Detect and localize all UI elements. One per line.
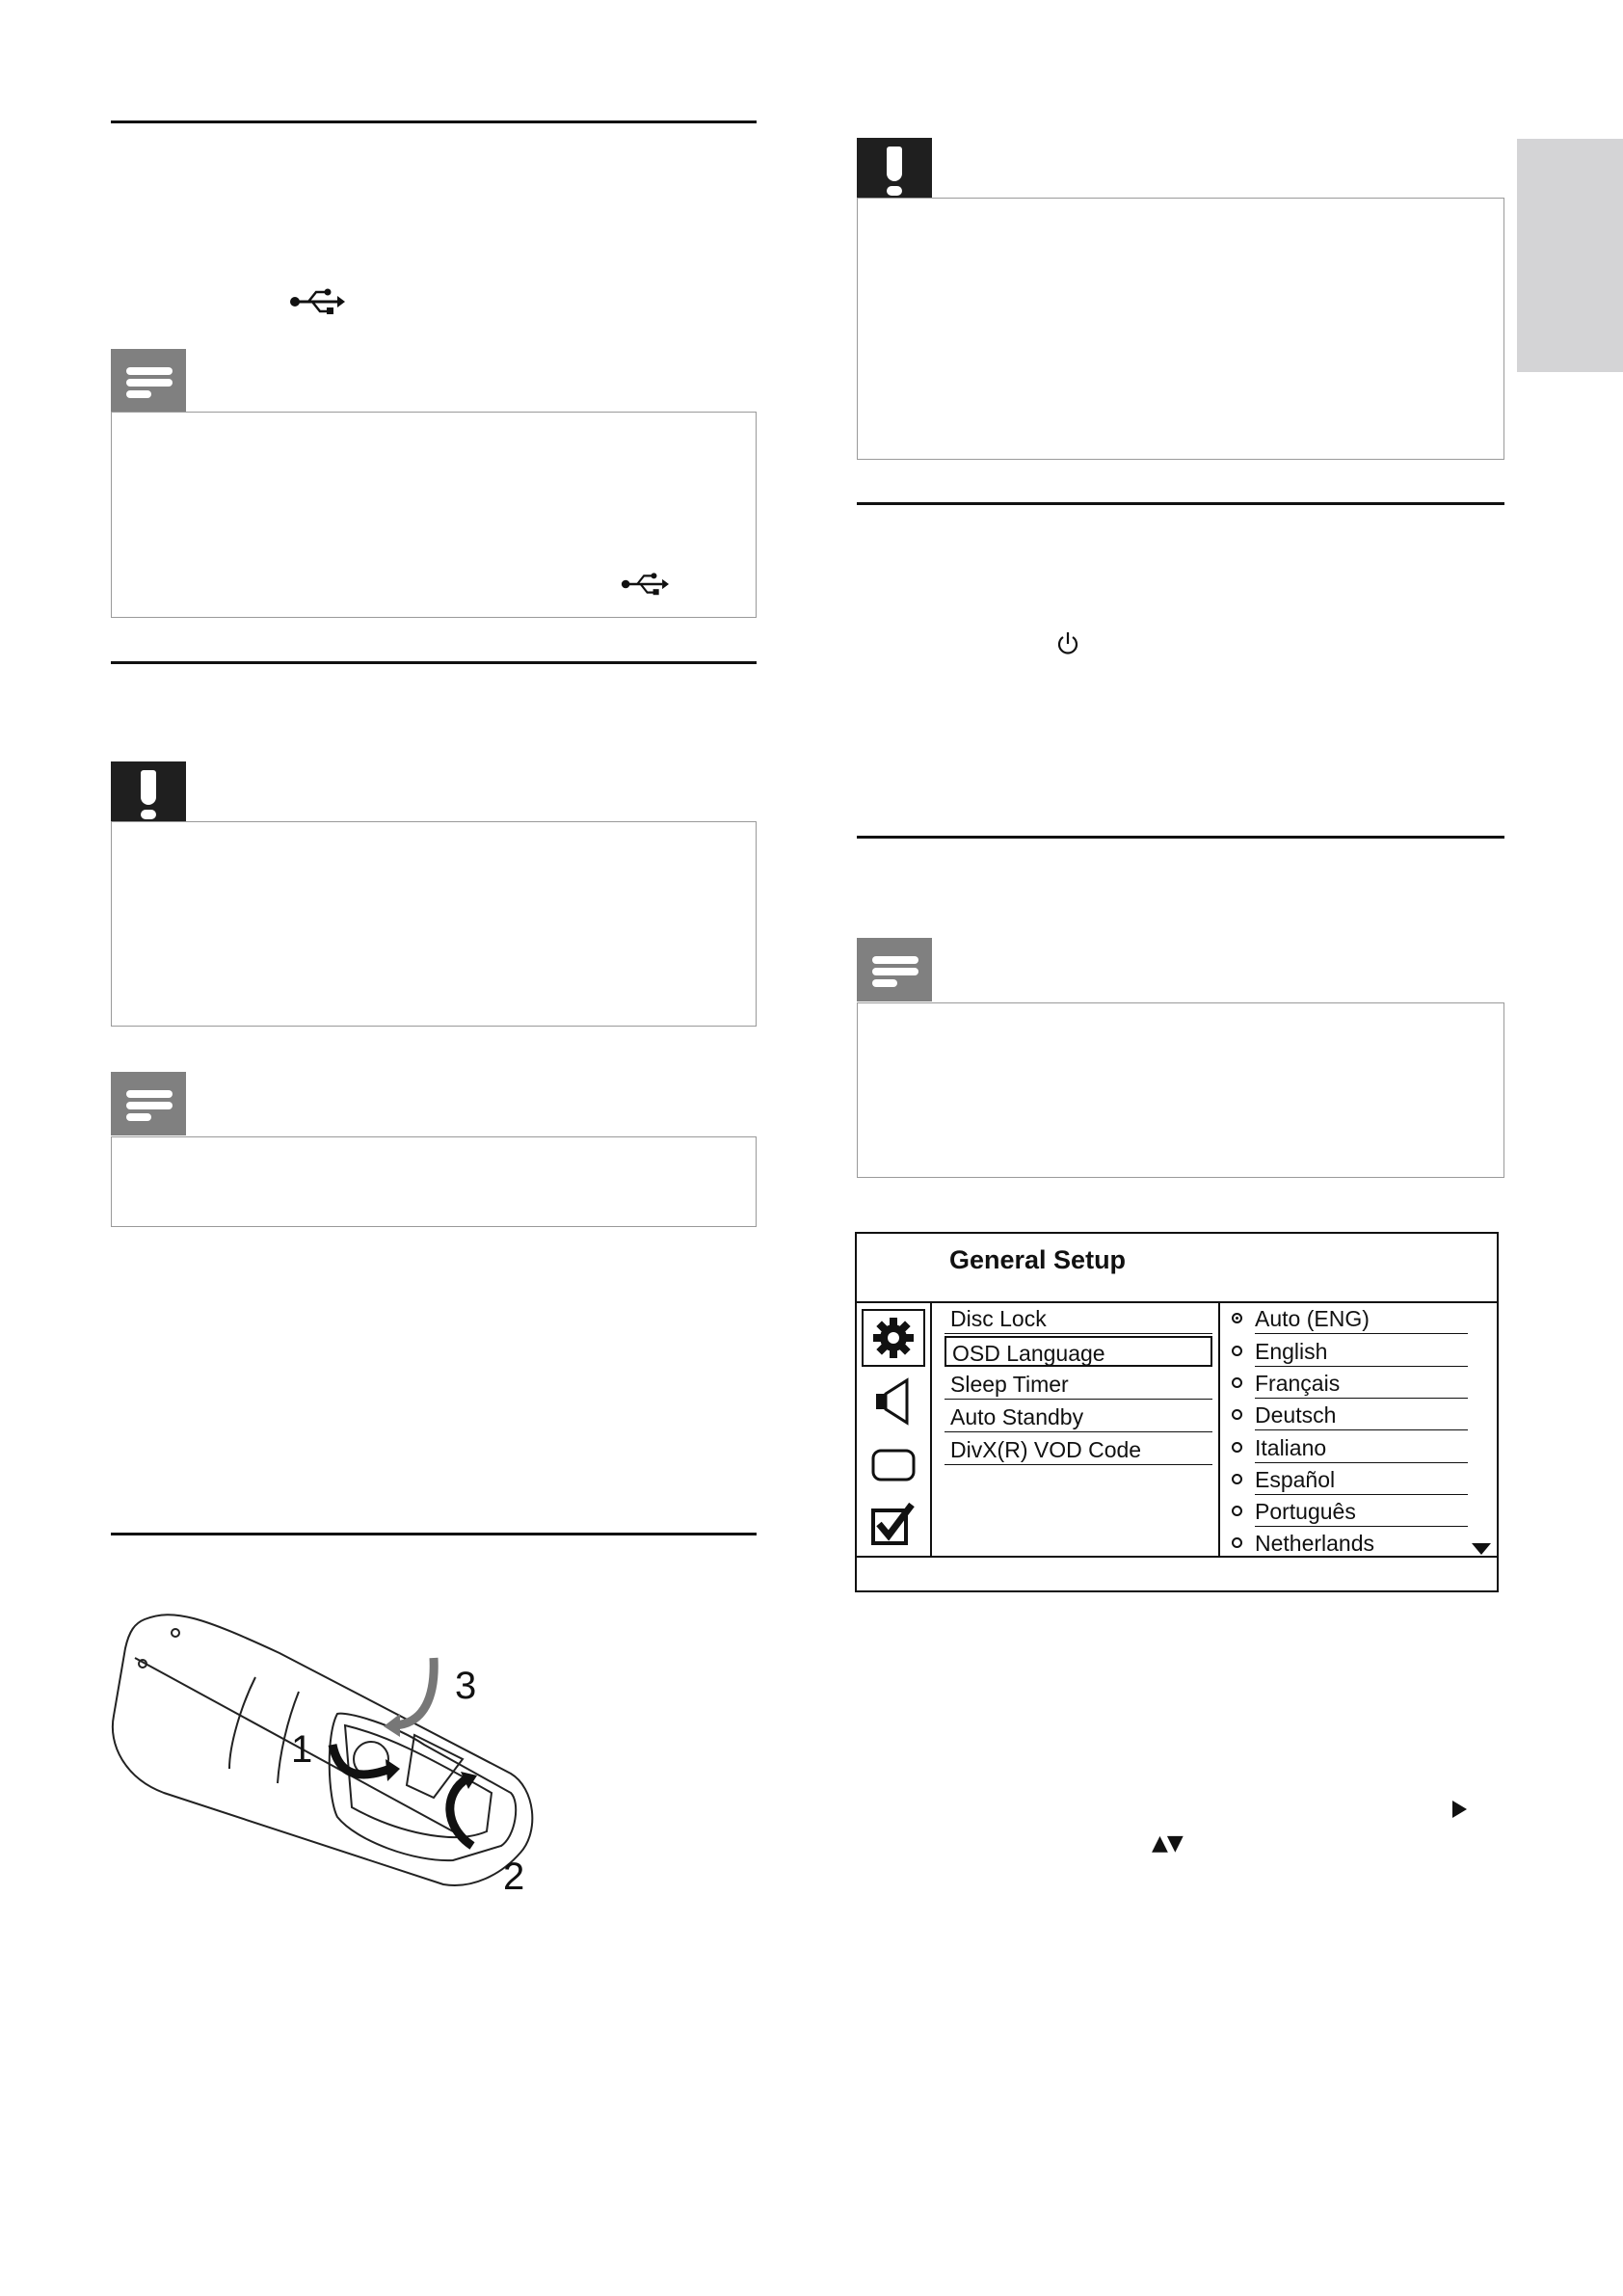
caution-tab	[857, 138, 932, 201]
usb-icon	[621, 572, 669, 597]
option-english[interactable]: English	[1232, 1336, 1468, 1367]
menu-item-divx-vod-code[interactable]: DivX(R) VOD Code	[945, 1434, 1212, 1465]
option-auto-eng[interactable]: Auto (ENG)	[1232, 1303, 1468, 1334]
general-setup-screen	[855, 1232, 1499, 1592]
step-label-3: 3	[455, 1665, 477, 1707]
osd-title: General Setup	[949, 1245, 1127, 1274]
step-label-1: 1	[291, 1728, 313, 1771]
section-rule	[857, 836, 1504, 839]
section-rule	[111, 120, 757, 123]
note-box	[857, 1002, 1504, 1178]
category-audio[interactable]	[862, 1373, 925, 1430]
option-netherlands[interactable]: Netherlands	[1232, 1528, 1468, 1559]
screen-icon	[870, 1448, 917, 1482]
side-language-tab	[1517, 139, 1623, 372]
osd-divider	[1218, 1301, 1220, 1556]
note-tab	[857, 938, 932, 1001]
play-right-icon	[1450, 1800, 1468, 1819]
option-deutsch[interactable]: Deutsch	[1232, 1400, 1468, 1430]
caution-box	[857, 198, 1504, 460]
scroll-down-icon[interactable]	[1472, 1543, 1491, 1555]
osd-divider	[930, 1301, 932, 1556]
option-francais[interactable]: Français	[1232, 1368, 1468, 1399]
section-rule	[111, 1533, 757, 1535]
power-icon	[1055, 630, 1080, 657]
menu-item-sleep-timer[interactable]: Sleep Timer	[945, 1369, 1212, 1400]
note-box	[111, 1136, 757, 1227]
category-general[interactable]	[862, 1309, 925, 1367]
caution-box	[111, 821, 757, 1027]
usb-icon	[289, 287, 345, 316]
menu-item-disc-lock[interactable]: Disc Lock	[945, 1303, 1212, 1334]
up-down-arrows-icon: ▲▼	[1152, 1831, 1183, 1855]
speaker-icon	[872, 1377, 915, 1426]
category-preference[interactable]	[862, 1496, 925, 1554]
caution-tab	[111, 761, 186, 825]
note-tab	[111, 1072, 186, 1135]
option-portugues[interactable]: Português	[1232, 1496, 1468, 1527]
category-video[interactable]	[862, 1436, 925, 1494]
menu-item-osd-language[interactable]: OSD Language	[945, 1336, 1212, 1367]
menu-item-auto-standby[interactable]: Auto Standby	[945, 1402, 1212, 1432]
gear-icon	[871, 1316, 916, 1360]
step-label-2: 2	[503, 1855, 525, 1898]
remote-battery-illustration	[106, 1600, 549, 1899]
option-italiano[interactable]: Italiano	[1232, 1432, 1468, 1463]
section-rule	[111, 661, 757, 664]
note-tab	[111, 349, 186, 413]
option-espanol[interactable]: Español	[1232, 1464, 1468, 1495]
checkbox-icon	[869, 1501, 918, 1549]
section-rule	[857, 502, 1504, 505]
